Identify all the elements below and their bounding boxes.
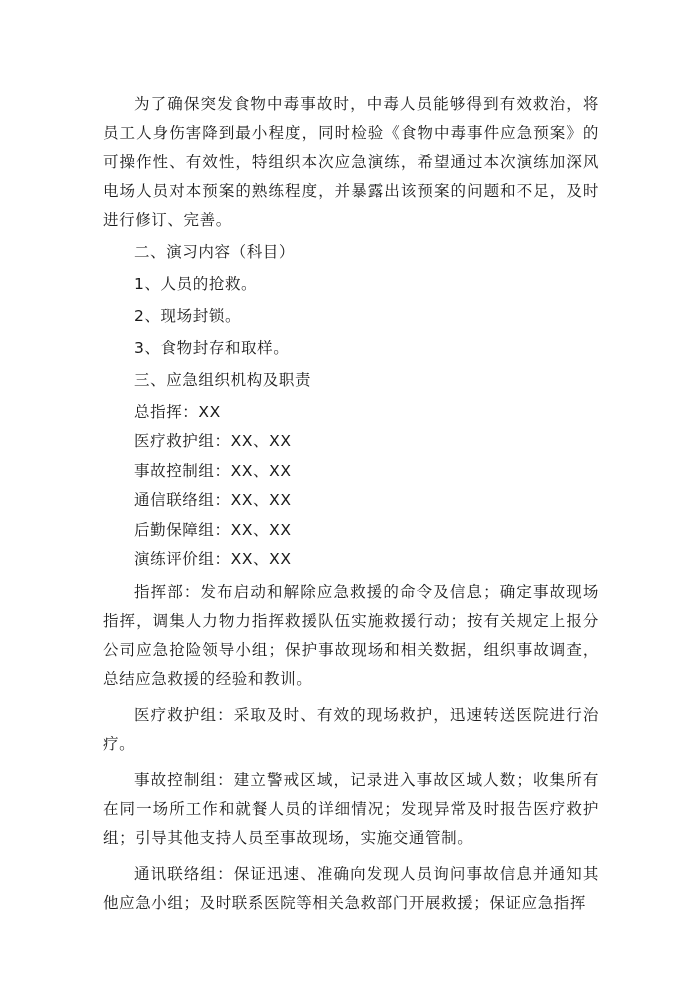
intro-paragraph: 为了确保突发食物中毒事故时，中毒人员能够得到有效救治，将员工人身伤害降到最小程度，同时检验《食物中毒事件应急预案》的可操作性、有效性，特组织本次应急演练，希望通过本次演练加深风电场人员对本预案的熟练程度，并暴露出该预案的问题和不足，及时进行修订、完善。 xyxy=(103,95,599,229)
drill-item-site-lockdown: 2、现场封锁。 xyxy=(134,307,242,325)
duty-accident-control-team: 事故控制组：建立警戒区域，记录进入事故区域人数；收集所有在同一场所工作和就餐人员的详细情况；发现异常及时报告医疗救护组；引导其他支持人员至事故现场，实施交通管制。 xyxy=(103,771,599,848)
duty-medical-team: 医疗救护组：采取及时、有效的现场救护，迅速转送医院进行治疗。 xyxy=(103,706,599,754)
role-medical-team: 医疗救护组：XX、XX xyxy=(134,432,292,451)
section-heading-drill-content: 二、演习内容（科目） xyxy=(134,243,296,261)
role-evaluation-team: 演练评价组：XX、XX xyxy=(134,549,292,568)
duty-communication-team: 通讯联络组：保证迅速、准确向发现人员询问事故信息并通知其他应急小组；及时联系医院等相关急救部门开展救援；保证应急指挥 xyxy=(103,865,599,913)
section-heading-organization: 三、应急组织机构及职责 xyxy=(134,371,312,389)
role-commander: 总指挥：XX xyxy=(134,403,221,421)
role-accident-control-team: 事故控制组：XX、XX xyxy=(134,461,292,480)
role-logistics-team: 后勤保障组：XX、XX xyxy=(134,520,292,539)
document-body xyxy=(103,90,599,918)
duty-headquarters: 指挥部：发布启动和解除应急救援的命令及信息；确定事故现场指挥，调集人力物力指挥救援队伍实施救援行动；按有关规定上报分公司应急抢险领导小组；保护事故现场和相关数据，组织事故调查，总结应急救援的经验和教训。 xyxy=(103,583,599,689)
role-communication-team: 通信联络组：XX、XX xyxy=(134,491,292,510)
drill-item-food-sampling: 3、食物封存和取样。 xyxy=(134,339,290,357)
role-list xyxy=(103,398,599,574)
drill-item-rescue: 1、人员的抢救。 xyxy=(134,275,258,293)
